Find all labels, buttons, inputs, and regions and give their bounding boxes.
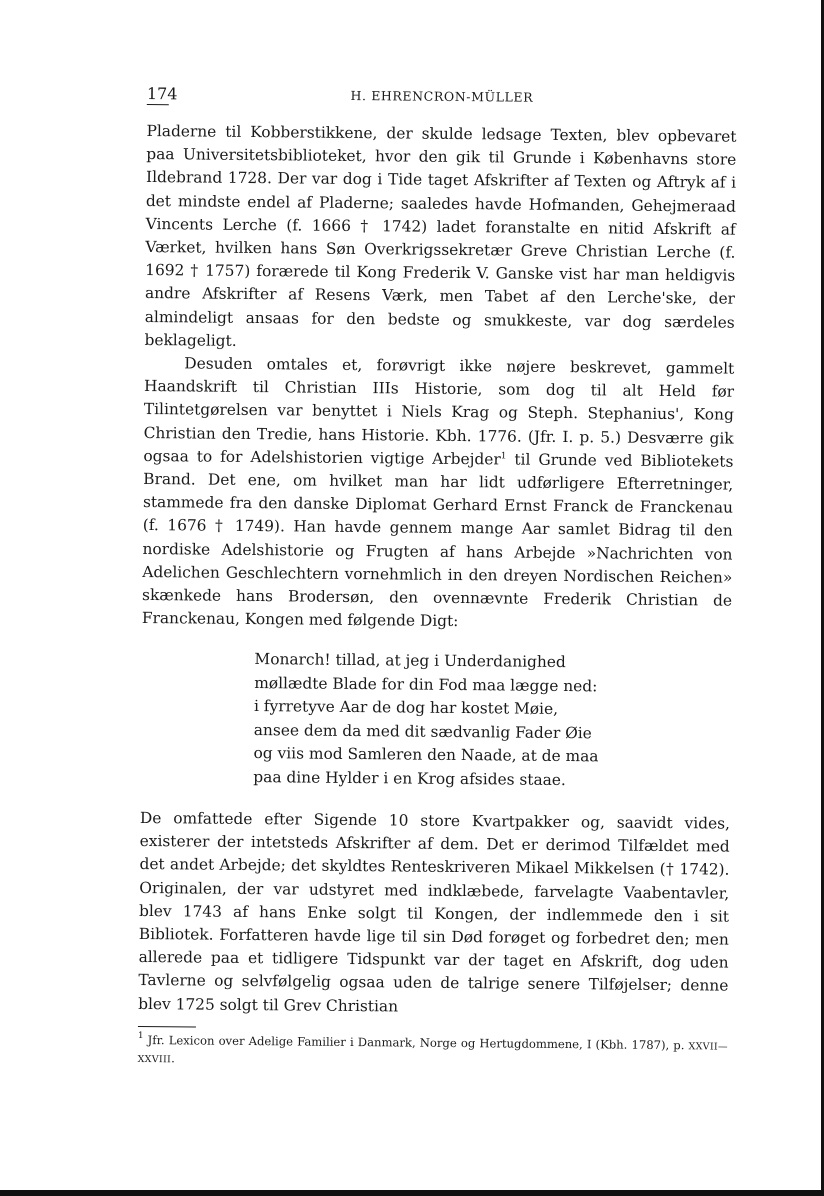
paragraph-2-text-a: Desuden omtales et, forøvrigt ikke nøjere beskrevet, gammelt Haandskrift til Christian IIIs Historie, som dog til alt Held før Tilintetgørelsen var benyttet i Niels Krag og Steph. Stephanius', Kong Christian den Tredie, hans Historie. Kbh. 1776. (Jfr. I. p. 5.) Desværre gik ogsaa to for Adelshistorien vigtige Arbejder — [143, 354, 735, 469]
paragraph-3: De omfattede efter Sigende 10 store Kvartpakker og, saavidt vides, existerer der intetsteds Afskrifter af dem. Det er derimod Tilfældet med det andet Arbejde; det skyldtes Renteskriveren Mikael Mikkelsen († 1742). Originalen, der var udstyret med indklæbede, farvelagte Vaabentavler, blev 1743 af hans Enke solgt til Kongen, der indlemmede den i sit Bibliotek. Forfatteren havde lige til sin Død forøget og forbedret den; men allerede paa et tidligere Tidspunkt var der taget en Afskrift, dog uden Tavlerne og selvfølgelig ogsaa uden de talrige senere Tilføjelser; denne blev 1725 solgt til Grev Christian — [138, 808, 731, 1015]
page-number: 174 — [146, 84, 178, 104]
footnote-marker: 1 — [137, 1030, 144, 1041]
paragraph-1: Pladerne til Kobberstikkene, der skulde ledsage Texten, blev opbevaret paa Universitetsbiblioteket, hvor den gik til Grunde i Københavns store Ildebrand 1728. Der var dog i Tide taget Afskrifter af Texten og Aftryk af i det mindste endel af Pladerne; saaledes havde Hofmanden, Gehejmeraad Vincents Lerche (f. 1666 † 1742) ladet foranstalte en nitid Afskrift af Værket, hvilken hans Søn Overkrigssekretær Greve Christian Lerche (f. 1692 † 1757) forærede til Kong Frederik V. Ganske vist har man heldigvis andre Afskrifter af Resens Værk, men Tabet af den Lerche'ske, der almindeligt ansaas for den bedste og smukkeste, var dog særdeles beklageligt. — [144, 121, 737, 350]
paragraph-2 — [142, 352, 735, 636]
book-page — [138, 84, 737, 1073]
poem-line: og viis mod Samleren den Naade, at de maa — [253, 744, 599, 766]
page-header — [147, 84, 737, 112]
paragraph-2-text-b: til Grunde ved Bibliotekets Brand. Det ene, om hvilket man har lidt udførligere Efterretninger, stammede fra den danske Diplomat Gerhard Ernst Franck de Franckenau (f. 1676 † 1749). Han havde gennem mange Aar samlet Bidrag til den nordiske Adelshistorie og Frugten af hans Arbejde »Nachrichten von Adelichen Geschlechtern vornehmlich in den dreyen Nordischen Reichen» skænkede hans Brodersøn, den ovennævnte Frederik Christian de Franckenau, Kongen med følgende Digt: — [141, 450, 734, 631]
body-text — [138, 120, 737, 1021]
footnote-text: Jfr. Lexicon over Adelige Familier i Danmark, Norge og Hertugdommene, I (Kbh. 1787), p. — [147, 1032, 689, 1052]
poem-line: Monarch! tillad, at jeg i Underdanighed — [254, 650, 566, 672]
page-number-underline — [147, 104, 169, 105]
poem-line: ansee dem da med dit sædvanlig Fader Øie — [253, 720, 592, 742]
poem — [253, 649, 731, 794]
footnote-pages: XXVII—XXVIII — [137, 1040, 728, 1066]
scan-edge-bottom — [0, 1190, 824, 1196]
footnote-end: . — [171, 1051, 175, 1066]
footnote-reference: 1 — [500, 451, 507, 462]
poem-line: møllædte Blade for din Fod maa lægge ned: — [254, 673, 598, 696]
poem-line: i fyrretyve Aar de dog har kostet Møie, — [253, 697, 559, 719]
poem-line: paa dine Hylder i en Krog afsides staae. — [253, 767, 566, 789]
running-head: H. EHRENCRON-MÜLLER — [350, 87, 534, 105]
footnote-rule — [138, 1026, 196, 1028]
footnote — [138, 1032, 728, 1074]
